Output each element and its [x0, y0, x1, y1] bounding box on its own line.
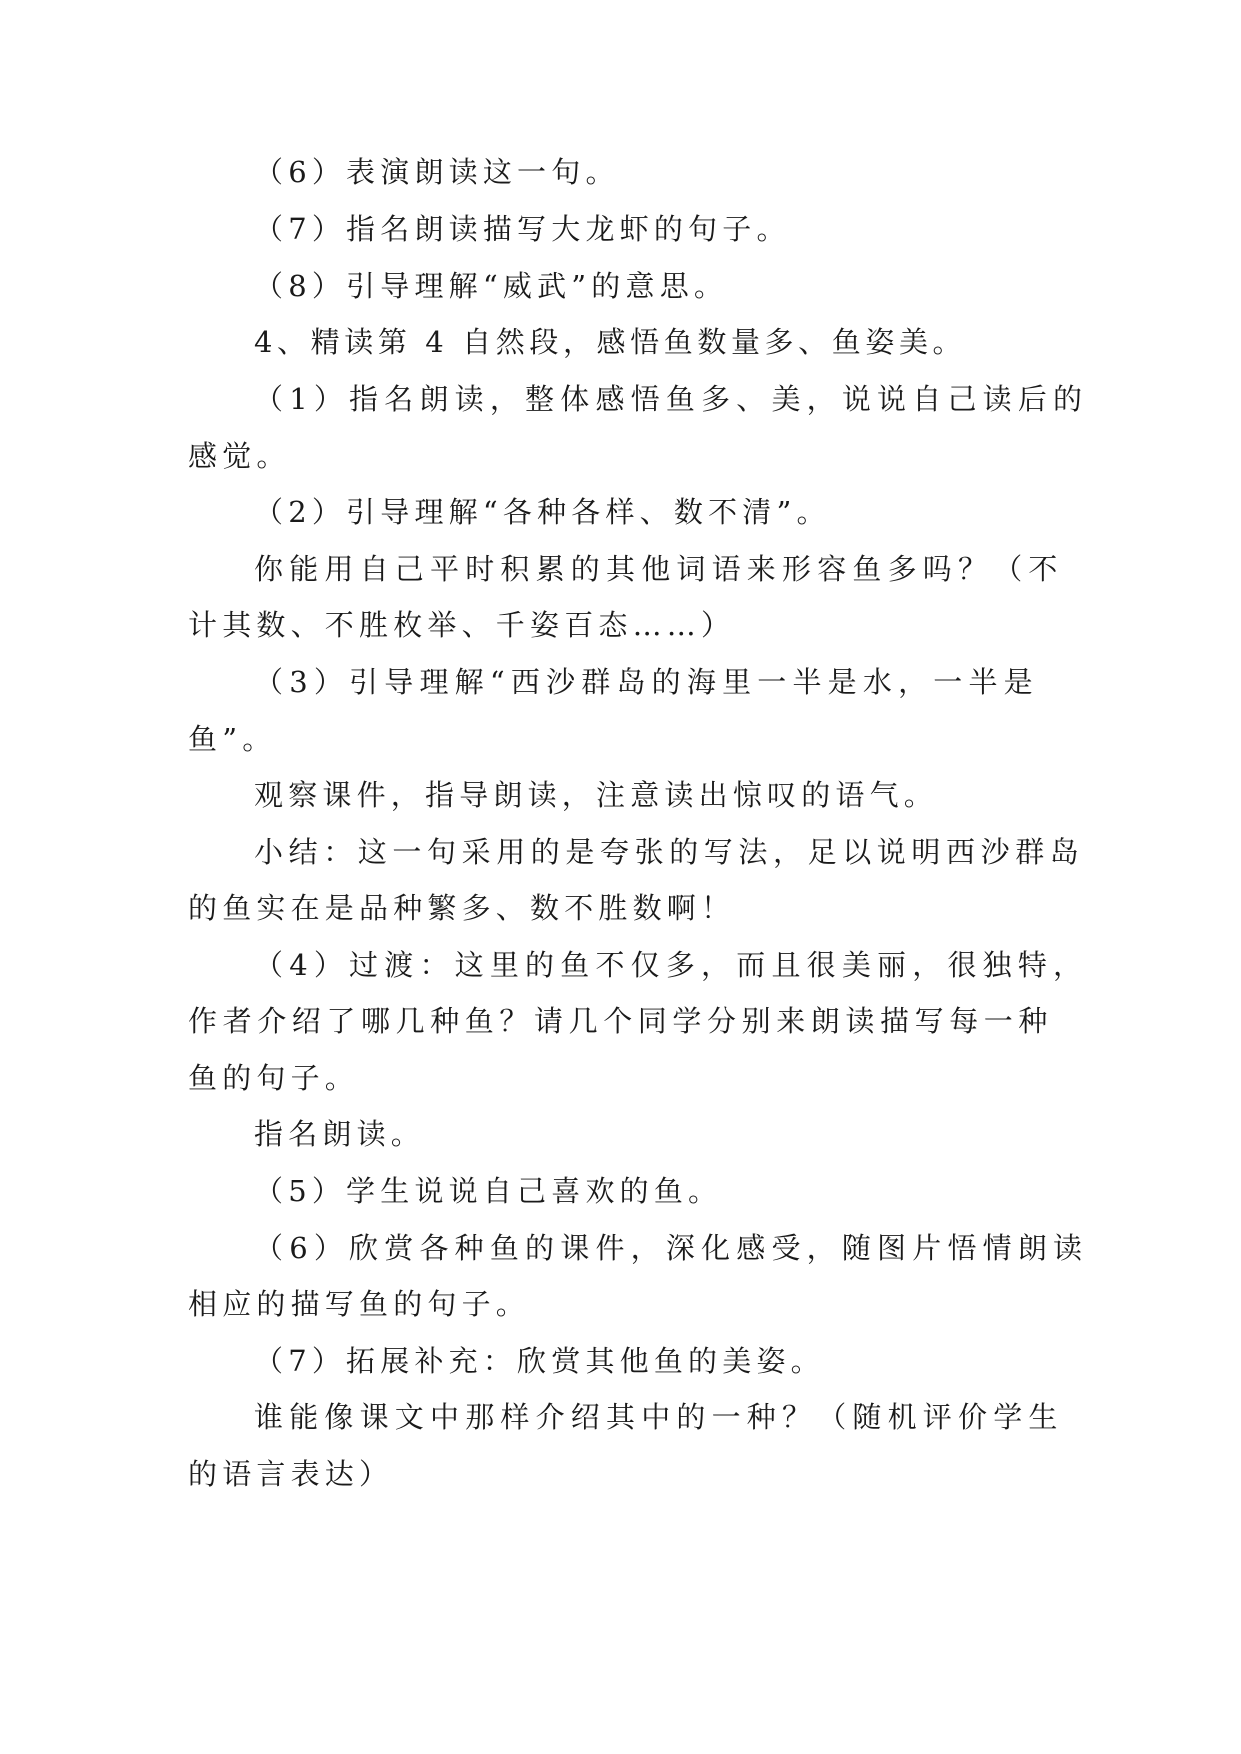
text-line: 计其数、不胜枚举、千姿百态……）: [188, 608, 736, 642]
text-line: 小结：这一句采用的是夸张的写法，足以说明西沙群岛: [254, 835, 1085, 869]
text-line: 的鱼实在是品种繁多、数不胜数啊！: [188, 891, 736, 925]
text-line: （2）引导理解“各种各样、数不清”。: [254, 495, 831, 529]
text-line: （7）指名朗读描写大龙虾的句子。: [254, 212, 791, 246]
text-line: （5）学生说说自己喜欢的鱼。: [254, 1174, 723, 1208]
text-line: 作者介绍了哪几种鱼？请几个同学分别来朗读描写每一种: [188, 1004, 1054, 1038]
text-line: 鱼”。: [188, 722, 277, 756]
text-line: （8）引导理解“威武”的意思。: [254, 269, 729, 303]
text-line: 指名朗读。: [254, 1117, 426, 1151]
text-line: （6）表演朗读这一句。: [254, 155, 620, 189]
text-line: 4、精读第 4 自然段，感悟鱼数量多、鱼姿美。: [254, 325, 967, 359]
text-line: 观察课件，指导朗读，注意读出惊叹的语气。: [254, 778, 939, 812]
text-line: （3）引导理解“西沙群岛的海里一半是水，一半是: [254, 665, 1039, 699]
text-line: 鱼的句子。: [188, 1061, 360, 1095]
text-line: 你能用自己平时积累的其他词语来形容鱼多吗？（不: [254, 552, 1064, 586]
text-line: 感觉。: [188, 439, 291, 473]
text-line: 的语言表达）: [188, 1457, 394, 1491]
text-line: （7）拓展补充：欣赏其他鱼的美姿。: [254, 1344, 825, 1378]
text-line: 谁能像课文中那样介绍其中的一种？（随机评价学生: [254, 1400, 1064, 1434]
text-line: 相应的描写鱼的句子。: [188, 1287, 531, 1321]
text-line: （4）过渡：这里的鱼不仅多，而且很美丽，很独特，: [254, 948, 1089, 982]
text-line: （1）指名朗读，整体感悟鱼多、美，说说自己读后的: [254, 382, 1089, 416]
text-line: （6）欣赏各种鱼的课件，深化感受，随图片悟情朗读: [254, 1231, 1089, 1265]
